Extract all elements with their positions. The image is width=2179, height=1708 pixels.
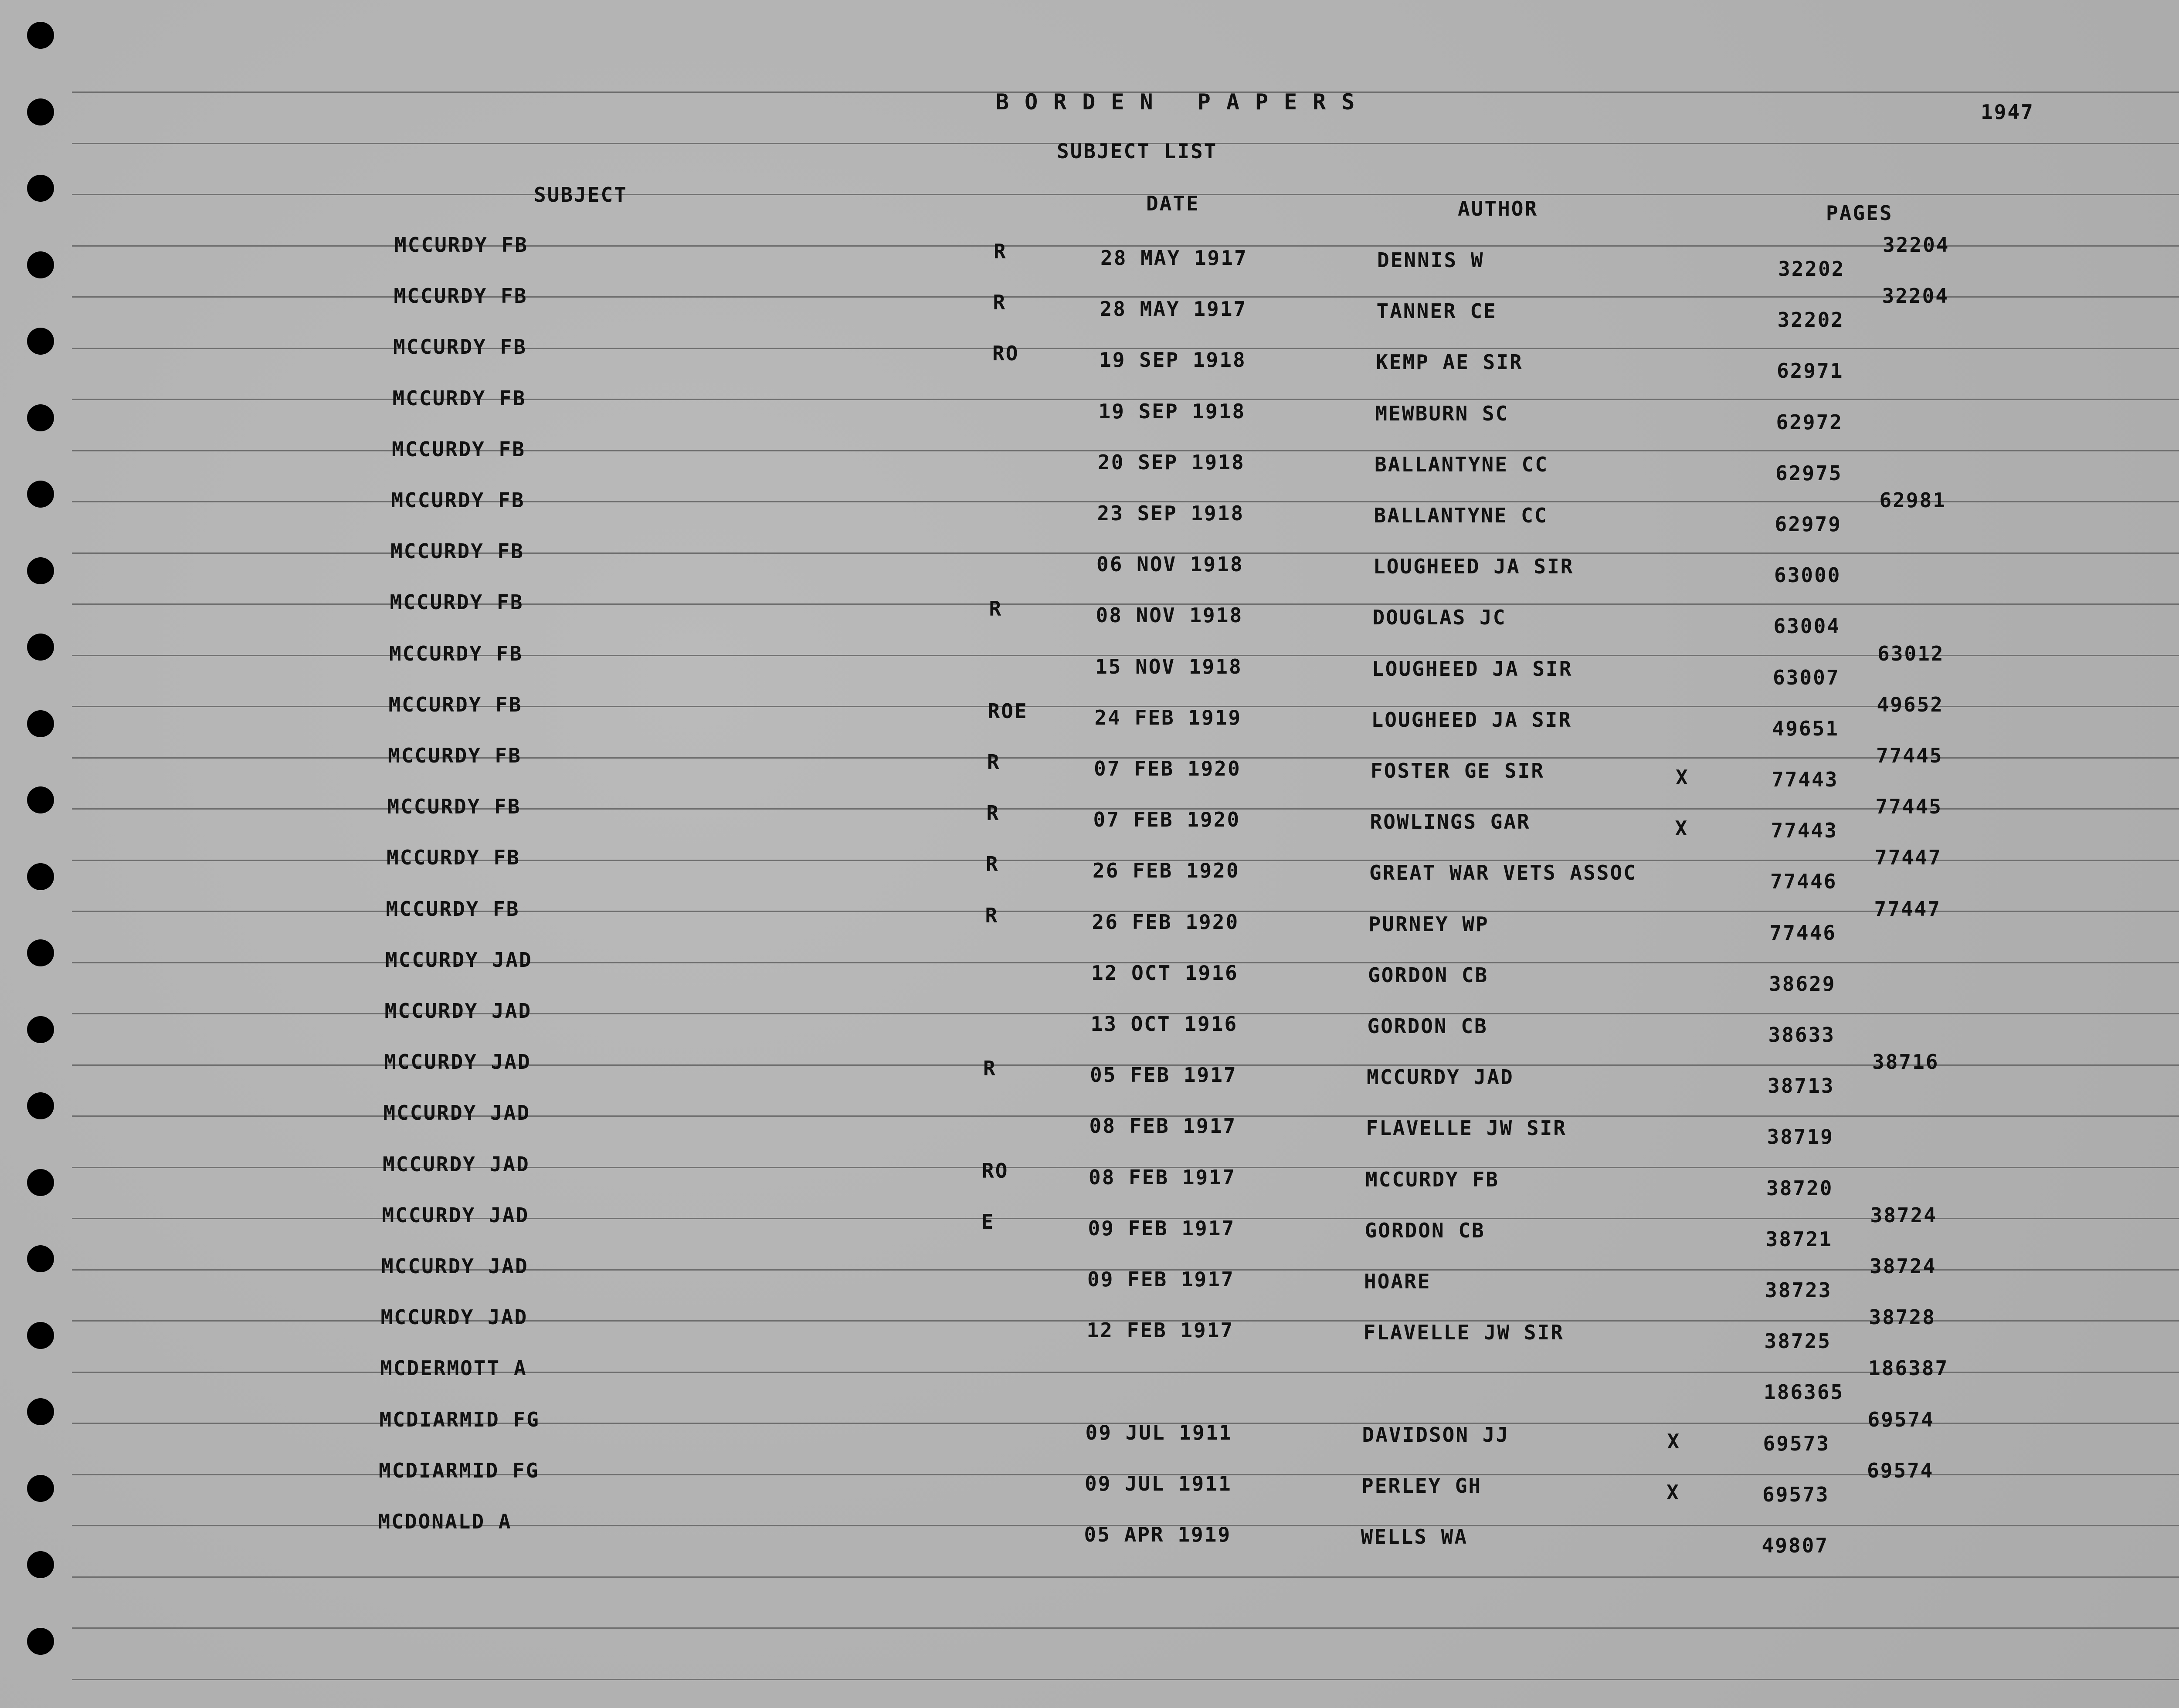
cell-code: R xyxy=(983,1057,997,1081)
cell-subject: MCDONALD A xyxy=(378,1510,512,1533)
document-title: BORDEN PAPERS xyxy=(996,89,1371,115)
feed-hole-left xyxy=(27,22,54,49)
cell-page-from: 63000 xyxy=(1774,563,1841,587)
cell-author: MCCURDY FB xyxy=(1365,1167,1499,1191)
cell-page-to: 77447 xyxy=(1874,897,1941,921)
column-header-pages: PAGES xyxy=(1826,201,1893,225)
cell-page-from: 38723 xyxy=(1765,1278,1832,1302)
cell-page-to: 62981 xyxy=(1879,488,1946,512)
cell-page-to: 49652 xyxy=(1877,692,1944,716)
cell-author: DOUGLAS JC xyxy=(1372,606,1507,630)
cell-date: 19 SEP 1918 xyxy=(1099,348,1246,372)
feed-hole-left xyxy=(27,1551,54,1578)
feed-hole-left xyxy=(27,939,54,966)
cell-page-to: 77445 xyxy=(1875,795,1942,819)
cell-code: R xyxy=(989,597,1003,621)
feed-hole-left xyxy=(27,863,54,890)
column-header-author: AUTHOR xyxy=(1458,197,1538,220)
cell-flag: X xyxy=(1676,766,1689,789)
cell-page-to: 32204 xyxy=(1883,233,1950,257)
cell-page-to: 38724 xyxy=(1870,1254,1937,1278)
feed-hole-left xyxy=(27,557,54,584)
cell-author: FLAVELLE JW SIR xyxy=(1363,1321,1564,1345)
feed-hole-left xyxy=(27,1398,54,1425)
cell-page-from: 63007 xyxy=(1773,665,1840,689)
cell-page-from: 38713 xyxy=(1768,1074,1835,1098)
cell-page-from: 77446 xyxy=(1770,870,1837,894)
cell-subject: MCCURDY JAD xyxy=(384,1050,531,1074)
cell-page-to: 69574 xyxy=(1867,1458,1934,1482)
page-number: 1947 xyxy=(1981,100,2034,124)
cell-page-to: 38716 xyxy=(1872,1050,1939,1074)
cell-date: 06 NOV 1918 xyxy=(1096,552,1244,576)
feed-hole-left xyxy=(27,710,54,737)
cell-page-from: 32202 xyxy=(1777,308,1844,332)
cell-subject: MCCURDY JAD xyxy=(384,999,532,1023)
cell-flag: X xyxy=(1666,1480,1680,1504)
cell-page-from: 38721 xyxy=(1765,1227,1833,1251)
cell-page-from: 62972 xyxy=(1776,410,1843,434)
feed-hole-left xyxy=(27,251,54,278)
cell-subject: MCCURDY FB xyxy=(386,897,520,921)
cell-code: R xyxy=(986,852,999,876)
cell-author: ROWLINGS GAR xyxy=(1370,810,1531,834)
cell-page-from: 77446 xyxy=(1769,921,1836,945)
cell-page-from: 186365 xyxy=(1764,1380,1844,1404)
cell-author: LOUGHEED JA SIR xyxy=(1371,708,1572,732)
cell-page-from: 49807 xyxy=(1762,1534,1829,1557)
feed-hole-left xyxy=(27,1169,54,1196)
cell-page-to: 63012 xyxy=(1877,641,1945,665)
cell-page-from: 49651 xyxy=(1772,716,1839,740)
cell-subject: MCDERMOTT A xyxy=(380,1356,527,1380)
cell-author: WELLS WA xyxy=(1361,1525,1468,1549)
cell-page-from: 63004 xyxy=(1773,614,1840,638)
cell-date: 12 FEB 1917 xyxy=(1086,1318,1234,1342)
cell-subject: MCCURDY FB xyxy=(390,539,524,563)
cell-flag: X xyxy=(1675,817,1689,840)
cell-page-from: 69573 xyxy=(1763,1431,1830,1455)
cell-author: PERLEY GH xyxy=(1361,1474,1482,1498)
column-header-date: DATE xyxy=(1146,192,1200,215)
cell-author: GREAT WAR VETS ASSOC xyxy=(1369,861,1637,885)
cell-code: R xyxy=(985,903,999,927)
cell-date: 19 SEP 1918 xyxy=(1098,399,1246,423)
cell-page-from: 69573 xyxy=(1762,1482,1829,1506)
cell-date: 05 APR 1919 xyxy=(1084,1523,1232,1546)
cell-author: KEMP AE SIR xyxy=(1376,350,1523,374)
cell-page-to: 186387 xyxy=(1868,1356,1949,1380)
cell-author: FLAVELLE JW SIR xyxy=(1366,1116,1567,1140)
cell-date: 24 FEB 1919 xyxy=(1094,705,1242,729)
cell-page-from: 38633 xyxy=(1768,1023,1835,1047)
cell-subject: MCCURDY JAD xyxy=(380,1305,528,1329)
cell-date: 12 OCT 1916 xyxy=(1091,961,1239,985)
cell-page-from: 62975 xyxy=(1775,461,1843,485)
cell-date: 05 FEB 1917 xyxy=(1090,1063,1237,1087)
cell-date: 15 NOV 1918 xyxy=(1095,654,1242,678)
cell-author: DENNIS W xyxy=(1377,248,1484,272)
cell-code: E xyxy=(981,1210,995,1234)
cell-author: GORDON CB xyxy=(1368,963,1489,987)
cell-subject: MCCURDY FB xyxy=(390,590,524,614)
cell-subject: MCCURDY FB xyxy=(388,692,523,716)
cell-date: 26 FEB 1920 xyxy=(1092,910,1239,934)
cell-date: 26 FEB 1920 xyxy=(1093,859,1240,883)
cell-code: R xyxy=(987,750,1001,774)
cell-subject: MCCURDY FB xyxy=(393,335,527,359)
cell-date: 28 MAY 1917 xyxy=(1100,297,1247,321)
cell-page-to: 69574 xyxy=(1867,1407,1935,1431)
cell-page-from: 77443 xyxy=(1772,768,1839,791)
cell-subject: MCCURDY FB xyxy=(394,233,528,257)
feed-hole-left xyxy=(27,98,54,125)
cell-subject: MCCURDY FB xyxy=(388,744,522,767)
cell-date: 08 NOV 1918 xyxy=(1096,603,1243,627)
cell-date: 09 FEB 1917 xyxy=(1088,1216,1235,1240)
cell-subject: MCDIARMID FG xyxy=(379,1458,540,1482)
cell-subject: MCCURDY FB xyxy=(392,386,526,410)
cell-page-to: 38728 xyxy=(1869,1305,1936,1329)
cell-page-from: 38725 xyxy=(1764,1329,1831,1353)
cell-subject: MCCURDY FB xyxy=(387,846,520,870)
feed-hole-left xyxy=(27,1245,54,1272)
cell-subject: MCCURDY FB xyxy=(389,641,523,665)
cell-subject: MCCURDY FB xyxy=(394,284,528,308)
cell-author: DAVIDSON JJ xyxy=(1362,1423,1510,1447)
cell-author: GORDON CB xyxy=(1364,1218,1485,1242)
cell-subject: MCCURDY FB xyxy=(391,488,525,512)
cell-page-from: 38720 xyxy=(1766,1176,1833,1200)
list-subtitle: SUBJECT LIST xyxy=(1057,139,1218,163)
cell-author: BALLANTYNE CC xyxy=(1375,452,1549,476)
cell-page-to: 77447 xyxy=(1875,846,1942,870)
cell-code: RO xyxy=(982,1159,1009,1183)
cell-subject: MCCURDY JAD xyxy=(385,948,533,972)
feed-hole-left xyxy=(27,1475,54,1502)
cell-date: 09 JUL 1911 xyxy=(1085,1471,1232,1495)
cell-author: MEWBURN SC xyxy=(1375,401,1509,425)
cell-code: R xyxy=(993,291,1007,315)
ruled-line xyxy=(72,1627,2179,1629)
cell-subject: MCCURDY FB xyxy=(392,437,526,461)
cell-date: 13 OCT 1916 xyxy=(1090,1012,1238,1036)
feed-hole-left xyxy=(27,1628,54,1655)
cell-page-from: 38719 xyxy=(1767,1125,1834,1149)
cell-page-to: 32204 xyxy=(1882,284,1949,308)
cell-author: TANNER CE xyxy=(1376,299,1497,323)
cell-date: 08 FEB 1917 xyxy=(1089,1114,1237,1138)
cell-date: 07 FEB 1920 xyxy=(1094,757,1241,780)
cell-author: BALLANTYNE CC xyxy=(1374,504,1548,527)
cell-author: HOARE xyxy=(1364,1270,1431,1293)
cell-author: LOUGHEED JA SIR xyxy=(1372,657,1573,681)
cell-page-to: 38724 xyxy=(1870,1203,1937,1227)
cell-date: 09 FEB 1917 xyxy=(1087,1267,1235,1291)
cell-code: RO xyxy=(992,342,1019,366)
feed-hole-left xyxy=(27,404,54,431)
cell-subject: MCCURDY JAD xyxy=(383,1101,531,1125)
cell-page-to: 77445 xyxy=(1876,744,1943,767)
feed-hole-left xyxy=(27,175,54,202)
feed-hole-left xyxy=(27,328,54,355)
cell-page-from: 32202 xyxy=(1778,257,1845,281)
feed-hole-left xyxy=(27,1092,54,1119)
cell-subject: MCCURDY JAD xyxy=(383,1152,530,1176)
cell-page-from: 62971 xyxy=(1777,359,1844,383)
cell-subject: MCCURDY FB xyxy=(387,795,521,819)
cell-page-from: 38629 xyxy=(1769,972,1836,996)
cell-code: R xyxy=(994,240,1007,263)
feed-hole-left xyxy=(27,481,54,508)
feed-hole-left xyxy=(27,1016,54,1043)
cell-flag: X xyxy=(1667,1429,1681,1453)
cell-date: 28 MAY 1917 xyxy=(1100,246,1248,270)
cell-subject: MCCURDY JAD xyxy=(381,1254,529,1278)
cell-author: MCCURDY JAD xyxy=(1367,1065,1514,1089)
feed-hole-left xyxy=(27,634,54,661)
cell-author: LOUGHEED JA SIR xyxy=(1373,555,1574,579)
feed-hole-left xyxy=(27,786,54,813)
cell-page-from: 62979 xyxy=(1775,512,1842,536)
cell-author: PURNEY WP xyxy=(1368,912,1489,936)
cell-date: 23 SEP 1918 xyxy=(1097,502,1245,525)
cell-date: 07 FEB 1920 xyxy=(1093,808,1241,832)
feed-hole-left xyxy=(27,1322,54,1349)
cell-author: FOSTER GE SIR xyxy=(1371,759,1545,783)
cell-date: 20 SEP 1918 xyxy=(1098,450,1245,474)
cell-author: GORDON CB xyxy=(1367,1014,1488,1038)
cell-code: ROE xyxy=(988,699,1028,723)
cell-code: R xyxy=(986,801,1000,825)
cell-subject: MCDIARMID FG xyxy=(379,1407,540,1431)
cell-date: 09 JUL 1911 xyxy=(1085,1420,1233,1444)
ruled-line xyxy=(72,1679,2179,1680)
ruled-line xyxy=(72,194,2179,195)
ruled-line xyxy=(72,1576,2179,1578)
cell-page-from: 77443 xyxy=(1771,819,1838,843)
column-header-subject: SUBJECT xyxy=(534,183,628,207)
cell-subject: MCCURDY JAD xyxy=(382,1203,529,1227)
cell-date: 08 FEB 1917 xyxy=(1089,1165,1236,1189)
